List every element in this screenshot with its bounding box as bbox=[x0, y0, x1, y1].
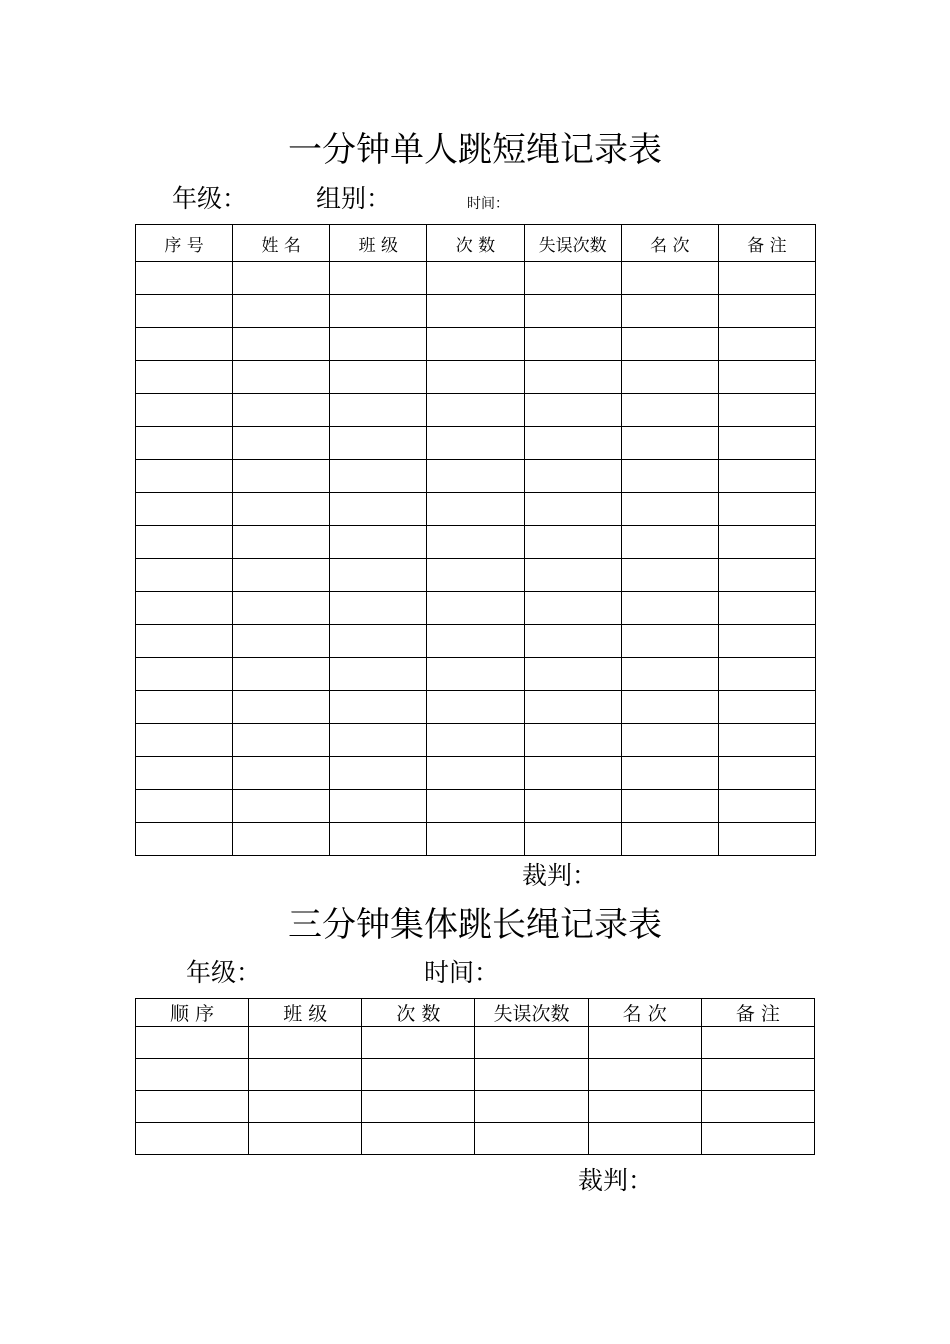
form1-table-cell[interactable] bbox=[524, 328, 621, 361]
form1-table-cell[interactable] bbox=[621, 526, 718, 559]
form1-table-cell[interactable] bbox=[427, 361, 524, 394]
form1-table-cell[interactable] bbox=[621, 559, 718, 592]
form1-table-cell[interactable] bbox=[330, 460, 427, 493]
form1-table-row bbox=[136, 625, 816, 658]
form1-table-cell[interactable] bbox=[524, 592, 621, 625]
form1-table-cell[interactable] bbox=[427, 427, 524, 460]
form2-table-cell[interactable] bbox=[701, 1091, 814, 1123]
form1-table-cell[interactable] bbox=[621, 262, 718, 295]
form1-table-cell[interactable] bbox=[427, 295, 524, 328]
form1-table-cell[interactable] bbox=[621, 625, 718, 658]
form1-table-cell[interactable] bbox=[136, 724, 233, 757]
form1-table-cell[interactable] bbox=[330, 394, 427, 427]
form1-table-cell[interactable] bbox=[621, 691, 718, 724]
form1-table-cell[interactable] bbox=[621, 658, 718, 691]
form1-table-cell[interactable] bbox=[136, 295, 233, 328]
form1-table-cell[interactable] bbox=[718, 493, 815, 526]
form2-table-cell[interactable] bbox=[475, 1091, 588, 1123]
form1-table-cell[interactable] bbox=[718, 361, 815, 394]
form1-table-cell[interactable] bbox=[718, 757, 815, 790]
form1-grade-label: 年级： bbox=[172, 184, 248, 213]
form2-table-cell[interactable] bbox=[701, 1027, 814, 1059]
form1-table-cell[interactable] bbox=[330, 691, 427, 724]
form1-table-cell[interactable] bbox=[136, 361, 233, 394]
form1-table-cell[interactable] bbox=[718, 625, 815, 658]
form1-time-label: 时间： bbox=[467, 196, 509, 212]
form1-table-cell[interactable] bbox=[330, 823, 427, 856]
form1-table-cell[interactable] bbox=[524, 526, 621, 559]
form2-table-cell[interactable] bbox=[588, 1027, 701, 1059]
form1-table-cell[interactable] bbox=[427, 790, 524, 823]
form2-referee-label: 裁判： bbox=[578, 1166, 654, 1195]
form1-table-cell[interactable] bbox=[136, 394, 233, 427]
form2-table-row bbox=[136, 1091, 815, 1123]
form1-table-cell[interactable] bbox=[233, 823, 330, 856]
form1-table-cell[interactable] bbox=[427, 460, 524, 493]
form2-table-cell[interactable] bbox=[362, 1027, 475, 1059]
form1-table-cell[interactable] bbox=[330, 625, 427, 658]
form1-table-cell[interactable] bbox=[718, 823, 815, 856]
form1-table-row bbox=[136, 559, 816, 592]
form1-table-cell[interactable] bbox=[524, 724, 621, 757]
form1-table-cell[interactable] bbox=[427, 493, 524, 526]
form1-table-cell[interactable] bbox=[621, 592, 718, 625]
form1-table-cell[interactable] bbox=[233, 328, 330, 361]
form2-table-cell[interactable] bbox=[249, 1027, 362, 1059]
form2-col-header: 失误次数 bbox=[475, 999, 588, 1027]
form2-col-header: 顺 序 bbox=[136, 999, 249, 1027]
form1-table-cell[interactable] bbox=[524, 691, 621, 724]
form1-col-header: 失误次数 bbox=[524, 225, 621, 262]
form1-table-cell[interactable] bbox=[233, 790, 330, 823]
form1-table-cell[interactable] bbox=[136, 328, 233, 361]
form1-table-row bbox=[136, 460, 816, 493]
form1-table-cell[interactable] bbox=[136, 823, 233, 856]
form1-table-row bbox=[136, 724, 816, 757]
form1-table-row bbox=[136, 394, 816, 427]
form2-table-cell[interactable] bbox=[136, 1123, 249, 1155]
form2-col-header: 班 级 bbox=[249, 999, 362, 1027]
form1-table-cell[interactable] bbox=[718, 559, 815, 592]
form1-col-header: 次 数 bbox=[427, 225, 524, 262]
form1-table-cell[interactable] bbox=[233, 757, 330, 790]
form1-table-cell[interactable] bbox=[718, 526, 815, 559]
form1-table-cell[interactable] bbox=[136, 592, 233, 625]
form2-table-cell[interactable] bbox=[249, 1123, 362, 1155]
form1-table-cell[interactable] bbox=[718, 724, 815, 757]
form1-table-cell[interactable] bbox=[233, 361, 330, 394]
form2-table-cell[interactable] bbox=[475, 1027, 588, 1059]
form1-table-cell[interactable] bbox=[330, 328, 427, 361]
form1-col-header: 姓 名 bbox=[233, 225, 330, 262]
form1-table-row bbox=[136, 262, 816, 295]
form1-table-cell[interactable] bbox=[427, 757, 524, 790]
form1-table-cell[interactable] bbox=[330, 361, 427, 394]
form2-col-header: 名 次 bbox=[588, 999, 701, 1027]
form2-table-cell[interactable] bbox=[588, 1123, 701, 1155]
form1-table-cell[interactable] bbox=[524, 625, 621, 658]
form2-col-header: 次 数 bbox=[362, 999, 475, 1027]
form1-table-cell[interactable] bbox=[524, 493, 621, 526]
form1-table-cell[interactable] bbox=[524, 262, 621, 295]
form1-table-cell[interactable] bbox=[718, 592, 815, 625]
form1-table bbox=[135, 224, 816, 856]
form1-table-row bbox=[136, 493, 816, 526]
form2-table-row bbox=[136, 1059, 815, 1091]
form1-table-cell[interactable] bbox=[330, 790, 427, 823]
form1-table-cell[interactable] bbox=[136, 658, 233, 691]
form1-table-cell[interactable] bbox=[233, 427, 330, 460]
form1-header-row bbox=[136, 225, 816, 262]
form1-table-cell[interactable] bbox=[233, 559, 330, 592]
form1-table-cell[interactable] bbox=[718, 658, 815, 691]
form1-table-cell[interactable] bbox=[524, 427, 621, 460]
form1-group-label: 组别： bbox=[316, 184, 392, 213]
form1-table-cell[interactable] bbox=[621, 427, 718, 460]
form1-table-cell[interactable] bbox=[718, 262, 815, 295]
form1-table-cell[interactable] bbox=[524, 559, 621, 592]
form2-table-cell[interactable] bbox=[701, 1123, 814, 1155]
form1-table-cell[interactable] bbox=[136, 262, 233, 295]
form2-table-cell[interactable] bbox=[362, 1059, 475, 1091]
form1-table-cell[interactable] bbox=[524, 658, 621, 691]
form1-table-cell[interactable] bbox=[233, 394, 330, 427]
form1-table-row bbox=[136, 823, 816, 856]
form1-table-cell[interactable] bbox=[718, 427, 815, 460]
form1-table-row bbox=[136, 328, 816, 361]
form1-table-cell[interactable] bbox=[427, 658, 524, 691]
form1-table-cell[interactable] bbox=[718, 295, 815, 328]
form1-table-cell[interactable] bbox=[718, 790, 815, 823]
form1-referee-label: 裁判： bbox=[522, 861, 598, 890]
form2-table-cell[interactable] bbox=[136, 1027, 249, 1059]
form1-table-cell[interactable] bbox=[330, 757, 427, 790]
form1-table-cell[interactable] bbox=[136, 493, 233, 526]
form1-table-cell[interactable] bbox=[427, 691, 524, 724]
form1-table-cell[interactable] bbox=[330, 658, 427, 691]
form2-table-row bbox=[136, 1027, 815, 1059]
form2-grade-label: 年级： bbox=[186, 958, 262, 987]
form1-title: 一分钟单人跳短绳记录表 bbox=[288, 130, 662, 170]
form1-table-cell[interactable] bbox=[621, 394, 718, 427]
form1-table-cell[interactable] bbox=[524, 460, 621, 493]
form1-col-header: 班 级 bbox=[330, 225, 427, 262]
form1-table-cell[interactable] bbox=[524, 394, 621, 427]
form1-table-cell[interactable] bbox=[136, 625, 233, 658]
form2-title: 三分钟集体跳长绳记录表 bbox=[288, 905, 662, 945]
form1-table-cell[interactable] bbox=[621, 493, 718, 526]
form1-table-cell[interactable] bbox=[524, 790, 621, 823]
form1-table-cell[interactable] bbox=[718, 691, 815, 724]
form1-table-cell[interactable] bbox=[233, 625, 330, 658]
form1-table-row bbox=[136, 526, 816, 559]
form2-table-cell[interactable] bbox=[475, 1123, 588, 1155]
form1-table-cell[interactable] bbox=[233, 724, 330, 757]
form2-table-cell[interactable] bbox=[362, 1091, 475, 1123]
form1-table-row bbox=[136, 427, 816, 460]
form1-table-cell[interactable] bbox=[233, 658, 330, 691]
form1-table-cell[interactable] bbox=[427, 625, 524, 658]
form1-table-cell[interactable] bbox=[621, 328, 718, 361]
form1-table-cell[interactable] bbox=[330, 262, 427, 295]
form2-time-label: 时间： bbox=[424, 958, 500, 987]
form2-table-cell[interactable] bbox=[588, 1059, 701, 1091]
form1-table-cell[interactable] bbox=[621, 295, 718, 328]
form1-col-header: 序 号 bbox=[136, 225, 233, 262]
form1-col-header: 备 注 bbox=[718, 225, 815, 262]
form1-table-cell[interactable] bbox=[233, 691, 330, 724]
form2-table-cell[interactable] bbox=[475, 1059, 588, 1091]
form1-table-cell[interactable] bbox=[330, 427, 427, 460]
form1-table-cell[interactable] bbox=[621, 460, 718, 493]
form1-table-cell[interactable] bbox=[718, 394, 815, 427]
form1-table-cell[interactable] bbox=[136, 460, 233, 493]
form1-table-cell[interactable] bbox=[427, 394, 524, 427]
form1-table-cell[interactable] bbox=[621, 361, 718, 394]
form1-table-cell[interactable] bbox=[233, 262, 330, 295]
form1-table-cell[interactable] bbox=[233, 295, 330, 328]
form2-table-cell[interactable] bbox=[249, 1091, 362, 1123]
form1-table-cell[interactable] bbox=[524, 823, 621, 856]
form2-table-cell[interactable] bbox=[249, 1059, 362, 1091]
form1-table-row bbox=[136, 592, 816, 625]
form1-table-cell[interactable] bbox=[136, 757, 233, 790]
form1-table-cell[interactable] bbox=[136, 526, 233, 559]
form2-table-cell[interactable] bbox=[136, 1059, 249, 1091]
form1-table-cell[interactable] bbox=[136, 691, 233, 724]
form2-header-row bbox=[136, 999, 815, 1027]
form1-table-cell[interactable] bbox=[621, 790, 718, 823]
form1-table-row bbox=[136, 361, 816, 394]
form1-table-cell[interactable] bbox=[330, 724, 427, 757]
form1-table-cell[interactable] bbox=[330, 559, 427, 592]
form1-table-row bbox=[136, 757, 816, 790]
form1-table-cell[interactable] bbox=[621, 757, 718, 790]
form1-table-cell[interactable] bbox=[621, 823, 718, 856]
form1-table-cell[interactable] bbox=[330, 526, 427, 559]
form1-table-row bbox=[136, 658, 816, 691]
form1-table-cell[interactable] bbox=[330, 295, 427, 328]
form2-table-row bbox=[136, 1123, 815, 1155]
form2-table-cell[interactable] bbox=[136, 1091, 249, 1123]
form1-table-row bbox=[136, 295, 816, 328]
form1-table-cell[interactable] bbox=[427, 592, 524, 625]
form1-table-cell[interactable] bbox=[427, 526, 524, 559]
form1-table-cell[interactable] bbox=[427, 724, 524, 757]
form2-table-cell[interactable] bbox=[701, 1059, 814, 1091]
form1-table-cell[interactable] bbox=[524, 361, 621, 394]
form1-table-cell[interactable] bbox=[427, 823, 524, 856]
form1-table-cell[interactable] bbox=[427, 559, 524, 592]
form1-table-cell[interactable] bbox=[718, 460, 815, 493]
form1-table-row bbox=[136, 691, 816, 724]
form1-table-row bbox=[136, 790, 816, 823]
form2-table bbox=[135, 998, 815, 1155]
form1-table-cell[interactable] bbox=[427, 262, 524, 295]
form1-table-cell[interactable] bbox=[233, 493, 330, 526]
form1-table-cell[interactable] bbox=[330, 493, 427, 526]
form2-col-header: 备 注 bbox=[701, 999, 814, 1027]
form1-table-cell[interactable] bbox=[233, 460, 330, 493]
form2-table-cell[interactable] bbox=[362, 1123, 475, 1155]
form1-table-cell[interactable] bbox=[524, 757, 621, 790]
form1-table-cell[interactable] bbox=[136, 790, 233, 823]
form1-table-cell[interactable] bbox=[233, 592, 330, 625]
form1-table-cell[interactable] bbox=[427, 328, 524, 361]
form2-table-cell[interactable] bbox=[588, 1091, 701, 1123]
form1-table-cell[interactable] bbox=[330, 592, 427, 625]
form1-table-cell[interactable] bbox=[718, 328, 815, 361]
form1-table-cell[interactable] bbox=[621, 724, 718, 757]
form1-table-cell[interactable] bbox=[136, 559, 233, 592]
form1-table-cell[interactable] bbox=[233, 526, 330, 559]
form1-table-cell[interactable] bbox=[524, 295, 621, 328]
form1-col-header: 名 次 bbox=[621, 225, 718, 262]
form1-table-cell[interactable] bbox=[136, 427, 233, 460]
